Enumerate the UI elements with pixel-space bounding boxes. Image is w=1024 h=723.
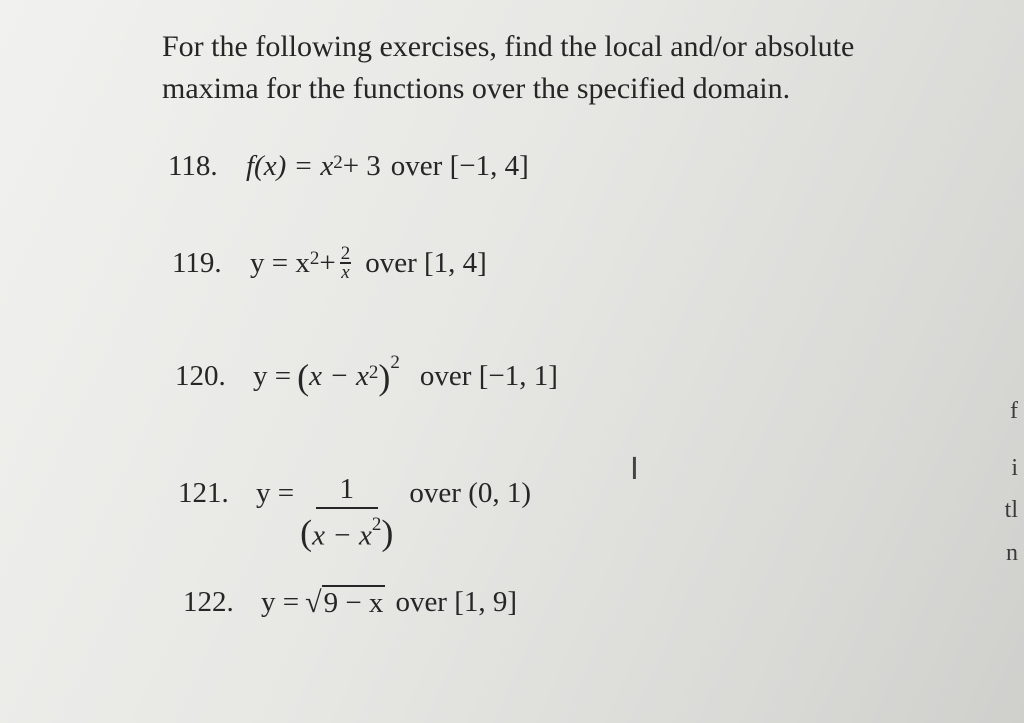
function-expression	[261, 585, 385, 620]
exercise-118	[168, 150, 529, 183]
instructions-line-2: maxima for the functions over the specified domain.	[162, 72, 791, 105]
fraction-denominator: x	[341, 262, 350, 283]
inner-exponent: 2	[368, 361, 379, 383]
function-lhs: f(x) = x	[246, 150, 334, 182]
radicand: 9 − x	[323, 587, 384, 619]
fraction-denominator: $(x - x^2)$	[300, 512, 394, 553]
outer-exponent: 2	[390, 351, 400, 373]
inner-expression: x − x	[309, 360, 369, 392]
domain-text: over [1, 4]	[365, 246, 487, 279]
function-lhs: y = x	[250, 246, 310, 279]
domain-text: over (0, 1)	[409, 476, 532, 509]
domain-text: over [−1, 1]	[419, 360, 558, 392]
exponent: 2	[333, 151, 343, 173]
function-expression	[246, 150, 381, 183]
fraction	[340, 245, 352, 281]
edge-letter: n	[1006, 540, 1018, 566]
function-rest: + 3	[342, 150, 381, 182]
exercise-119	[172, 245, 487, 281]
instructions-line-1: For the following exercises, find the local and/or absolute	[162, 30, 855, 63]
domain-text: over [1, 9]	[395, 586, 518, 618]
exponent: 2	[309, 248, 320, 269]
denominator-inner: x − x	[312, 519, 372, 552]
exercise-number: 121.	[178, 476, 229, 509]
denominator-exponent: 2	[371, 514, 382, 535]
exercise-120	[175, 351, 558, 397]
function-lhs: y =	[261, 586, 300, 618]
exercise-number: 118.	[168, 150, 218, 182]
exercise-number: 122.	[183, 586, 234, 618]
function-lhs: y =	[256, 476, 295, 509]
fraction-numerator: 1	[316, 473, 379, 509]
function-expression	[256, 453, 399, 553]
domain-text: over [−1, 4]	[390, 150, 529, 182]
function-expression: y = ( x − x $^2$ ) $^2$	[253, 351, 400, 397]
fraction-numerator: 2	[340, 243, 351, 264]
square-root	[305, 585, 385, 620]
radical-icon: √	[305, 586, 322, 619]
exercise-122	[183, 585, 517, 620]
edge-letter: f	[1010, 398, 1018, 424]
edge-letter: tl	[1004, 497, 1018, 523]
function-lhs: y =	[253, 360, 292, 392]
fraction	[300, 473, 393, 554]
exercise-number: 120.	[175, 360, 226, 392]
plus-sign: +	[319, 246, 336, 279]
function-expression	[250, 245, 355, 281]
exercise-number: 119.	[172, 246, 222, 279]
edge-letter: i	[1011, 455, 1018, 481]
instructions	[162, 26, 1002, 110]
exercise-121	[178, 453, 532, 553]
text-cursor-icon: I	[630, 452, 639, 487]
